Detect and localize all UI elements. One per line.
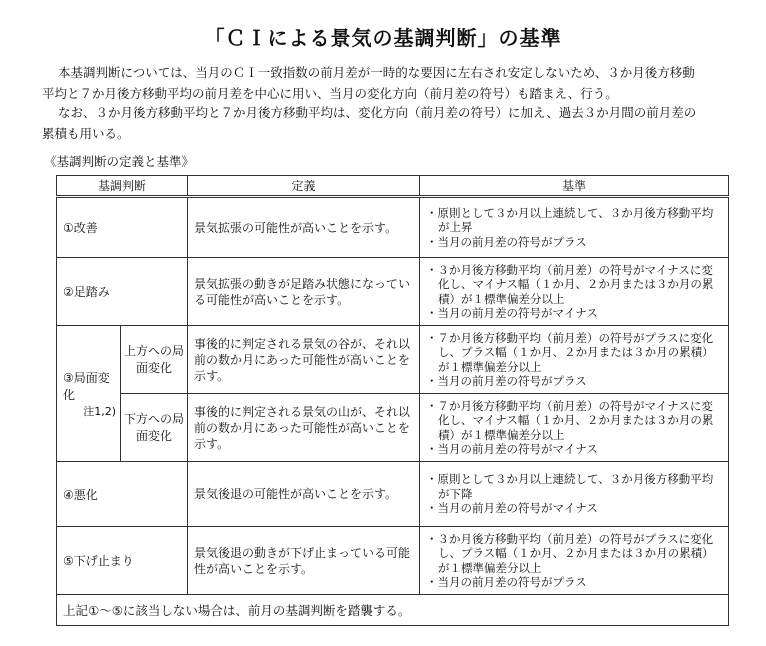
intro-p2-line2: 累積も用いる。 xyxy=(42,126,130,141)
table-row xyxy=(57,258,729,326)
row-criteria xyxy=(420,197,729,258)
intro-p2-line1: なお、３か月後方移動平均と７か月後方移動平均は、変化方向（前月差の符号）に加え、過去３か月間の前月差の xyxy=(58,105,697,120)
criteria-item: ・ 当月の前月差の符号がマイナス xyxy=(426,442,722,457)
row-definition: 事後的に判定される景気の山が、それ以前の数か月にあった可能性が高いことを示す。 xyxy=(188,394,420,462)
category-note: 注1,2) xyxy=(83,404,116,418)
table-row xyxy=(57,462,729,527)
intro-p1-line1: 本基調判断については、当月のＣＩ一致指数の前月差が一時的な要因に左右され安定しないため、３か月後方移動 xyxy=(58,65,695,80)
row-category-phase-change xyxy=(57,326,121,462)
header-judgment: 基調判断 xyxy=(57,176,188,197)
criteria-item: ・ ３か月後方移動平均（前月差）の符号がプラスに変化し、プラス幅（１か月、２か月または３か月の累積）が１標準偏差分以上 xyxy=(426,532,722,576)
header-criteria: 基準 xyxy=(420,176,729,197)
row-category: ④悪化 xyxy=(57,462,188,527)
header-definition: 定義 xyxy=(188,176,420,197)
row-category: ⑤下げ止まり xyxy=(57,527,188,595)
criteria-item: ・ ７か月後方移動平均（前月差）の符号がマイナスに変化し、マイナス幅（１か月、２か月または３か月の累積）が１標準偏差分以上 xyxy=(426,399,722,443)
row-criteria xyxy=(420,326,729,394)
criteria-item: ・ 当月の前月差の符号がプラス xyxy=(426,374,722,389)
criteria-item: ・ 原則として３か月以上連続して、３か月後方移動平均が上昇 xyxy=(426,206,722,235)
table-row xyxy=(57,326,729,394)
table-footer-row xyxy=(57,595,729,626)
row-definition: 景気拡張の可能性が高いことを示す。 xyxy=(188,197,420,258)
row-category: ①改善 xyxy=(57,197,188,258)
criteria-table xyxy=(56,175,729,626)
criteria-item: ・ 当月の前月差の符号がマイナス xyxy=(426,306,722,321)
row-criteria xyxy=(420,258,729,326)
row-category: ②足踏み xyxy=(57,258,188,326)
intro-paragraph-2 xyxy=(42,102,742,144)
row-subcategory: 上方への局面変化 xyxy=(121,326,188,394)
row-category: ③局面変化 xyxy=(63,370,110,402)
row-definition: 景気後退の動きが下げ止まっている可能性が高いことを示す。 xyxy=(188,527,420,595)
row-definition: 景気後退の可能性が高いことを示す。 xyxy=(188,462,420,527)
row-definition: 景気拡張の動きが足踏み状態になっている可能性が高いことを示す。 xyxy=(188,258,420,326)
table-row xyxy=(57,197,729,258)
criteria-item: ・ 当月の前月差の符号がプラス xyxy=(426,235,722,250)
criteria-item: ・ 当月の前月差の符号がマイナス xyxy=(426,501,722,516)
table-subheading: 《基調判断の定義と基準》 xyxy=(44,154,195,169)
criteria-item: ・ ７か月後方移動平均（前月差）の符号がプラスに変化し、プラス幅（１か月、２か月または３か月の累積）が１標準偏差分以上 xyxy=(426,331,722,375)
row-definition: 事後的に判定される景気の谷が、それ以前の数か月にあった可能性が高いことを示す。 xyxy=(188,326,420,394)
criteria-item: ・ ３か月後方移動平均（前月差）の符号がマイナスに変化し、マイナス幅（１か月、２か月または３か月の累積）が１標準偏差分以上 xyxy=(426,263,722,307)
row-criteria xyxy=(420,394,729,462)
row-criteria xyxy=(420,462,729,527)
table-row xyxy=(57,394,729,462)
criteria-item: ・ 原則として３か月以上連続して、３か月後方移動平均が下降 xyxy=(426,472,722,501)
table-row xyxy=(57,527,729,595)
row-subcategory: 下方への局面変化 xyxy=(121,394,188,462)
table-header-row xyxy=(57,176,729,197)
table-footer-note: 上記①～⑤に該当しない場合は、前月の基調判断を踏襲する。 xyxy=(57,595,729,626)
intro-p1-line2: 平均と７か月後方移動平均の前月差を中心に用い、当月の変化方向（前月差の符号）も踏まえ、行う。 xyxy=(42,86,618,101)
intro-paragraph-1 xyxy=(42,62,742,104)
page-title: 「ＣＩによる景気の基調判断」の基準 xyxy=(204,26,562,50)
criteria-item: ・ 当月の前月差の符号がプラス xyxy=(426,575,722,590)
row-criteria xyxy=(420,527,729,595)
